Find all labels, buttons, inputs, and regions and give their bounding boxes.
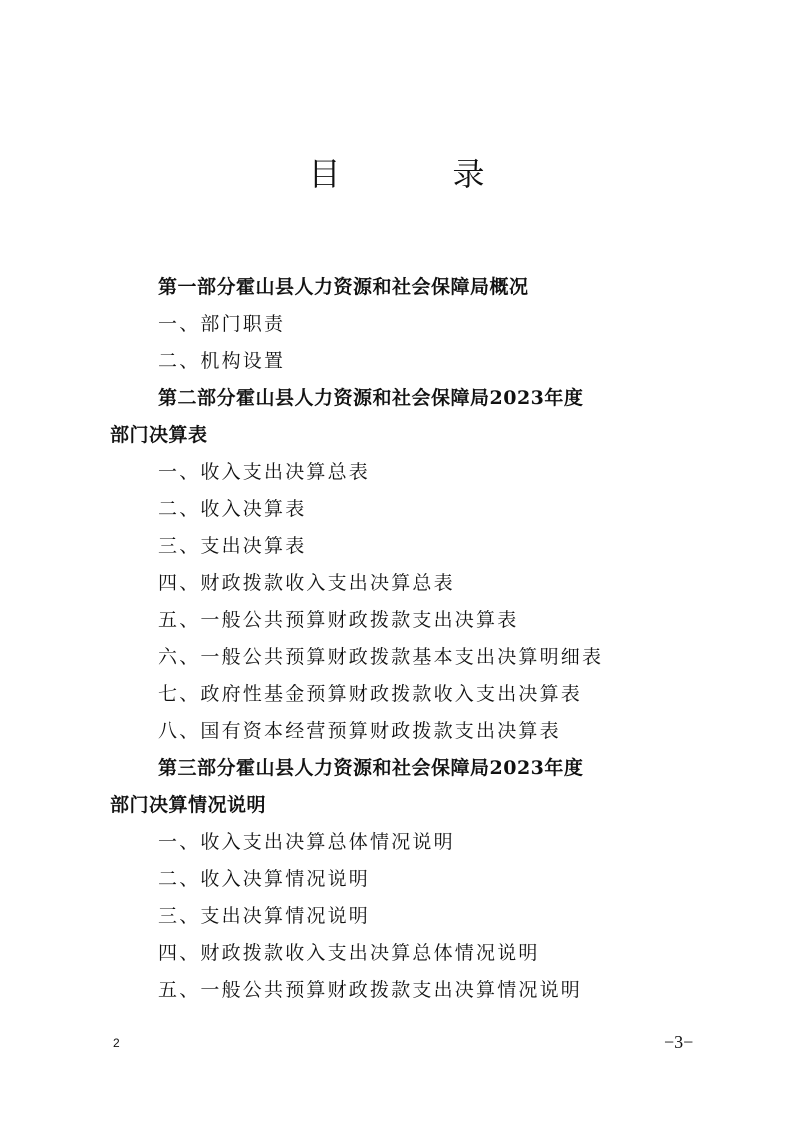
toc-item: 八、国有资本经营预算财政拨款支出决算表 bbox=[158, 720, 561, 742]
toc-item: 三、支出决算情况说明 bbox=[158, 905, 371, 927]
toc-item: 六、一般公共预算财政拨款基本支出决算明细表 bbox=[158, 646, 604, 668]
toc-item: 一、部门职责 bbox=[158, 313, 286, 335]
toc-section-2-continued: 部门决算表 bbox=[110, 424, 208, 446]
toc-item: 二、收入决算表 bbox=[158, 498, 307, 520]
toc-item: 五、一般公共预算财政拨款支出决算情况说明 bbox=[158, 979, 583, 1001]
toc-item: 七、政府性基金预算财政拨款收入支出决算表 bbox=[158, 683, 583, 705]
toc-section-3-continued: 部门决算情况说明 bbox=[110, 794, 267, 816]
toc-item: 一、收入支出决算总表 bbox=[158, 461, 371, 483]
toc-item: 四、财政拨款收入支出决算总表 bbox=[158, 572, 455, 594]
toc-item: 一、收入支出决算总体情况说明 bbox=[158, 831, 455, 853]
toc-section-1: 第一部分霍山县人力资源和社会保障局概况 bbox=[158, 276, 529, 298]
toc-item: 二、收入决算情况说明 bbox=[158, 868, 371, 890]
toc-item: 五、一般公共预算财政拨款支出决算表 bbox=[158, 609, 519, 631]
toc-item: 三、支出决算表 bbox=[158, 535, 307, 557]
toc-section-2: 第二部分霍山县人力资源和社会保障局2023年度 bbox=[158, 387, 584, 409]
page-number: −3− bbox=[664, 1032, 694, 1052]
toc-section-3: 第三部分霍山县人力资源和社会保障局2023年度 bbox=[158, 757, 584, 779]
toc-item: 四、财政拨款收入支出决算总体情况说明 bbox=[158, 942, 540, 964]
footer-left-number: 2 bbox=[113, 1036, 120, 1050]
page-title: 目 录 bbox=[308, 155, 525, 193]
toc-item: 二、机构设置 bbox=[158, 350, 286, 372]
